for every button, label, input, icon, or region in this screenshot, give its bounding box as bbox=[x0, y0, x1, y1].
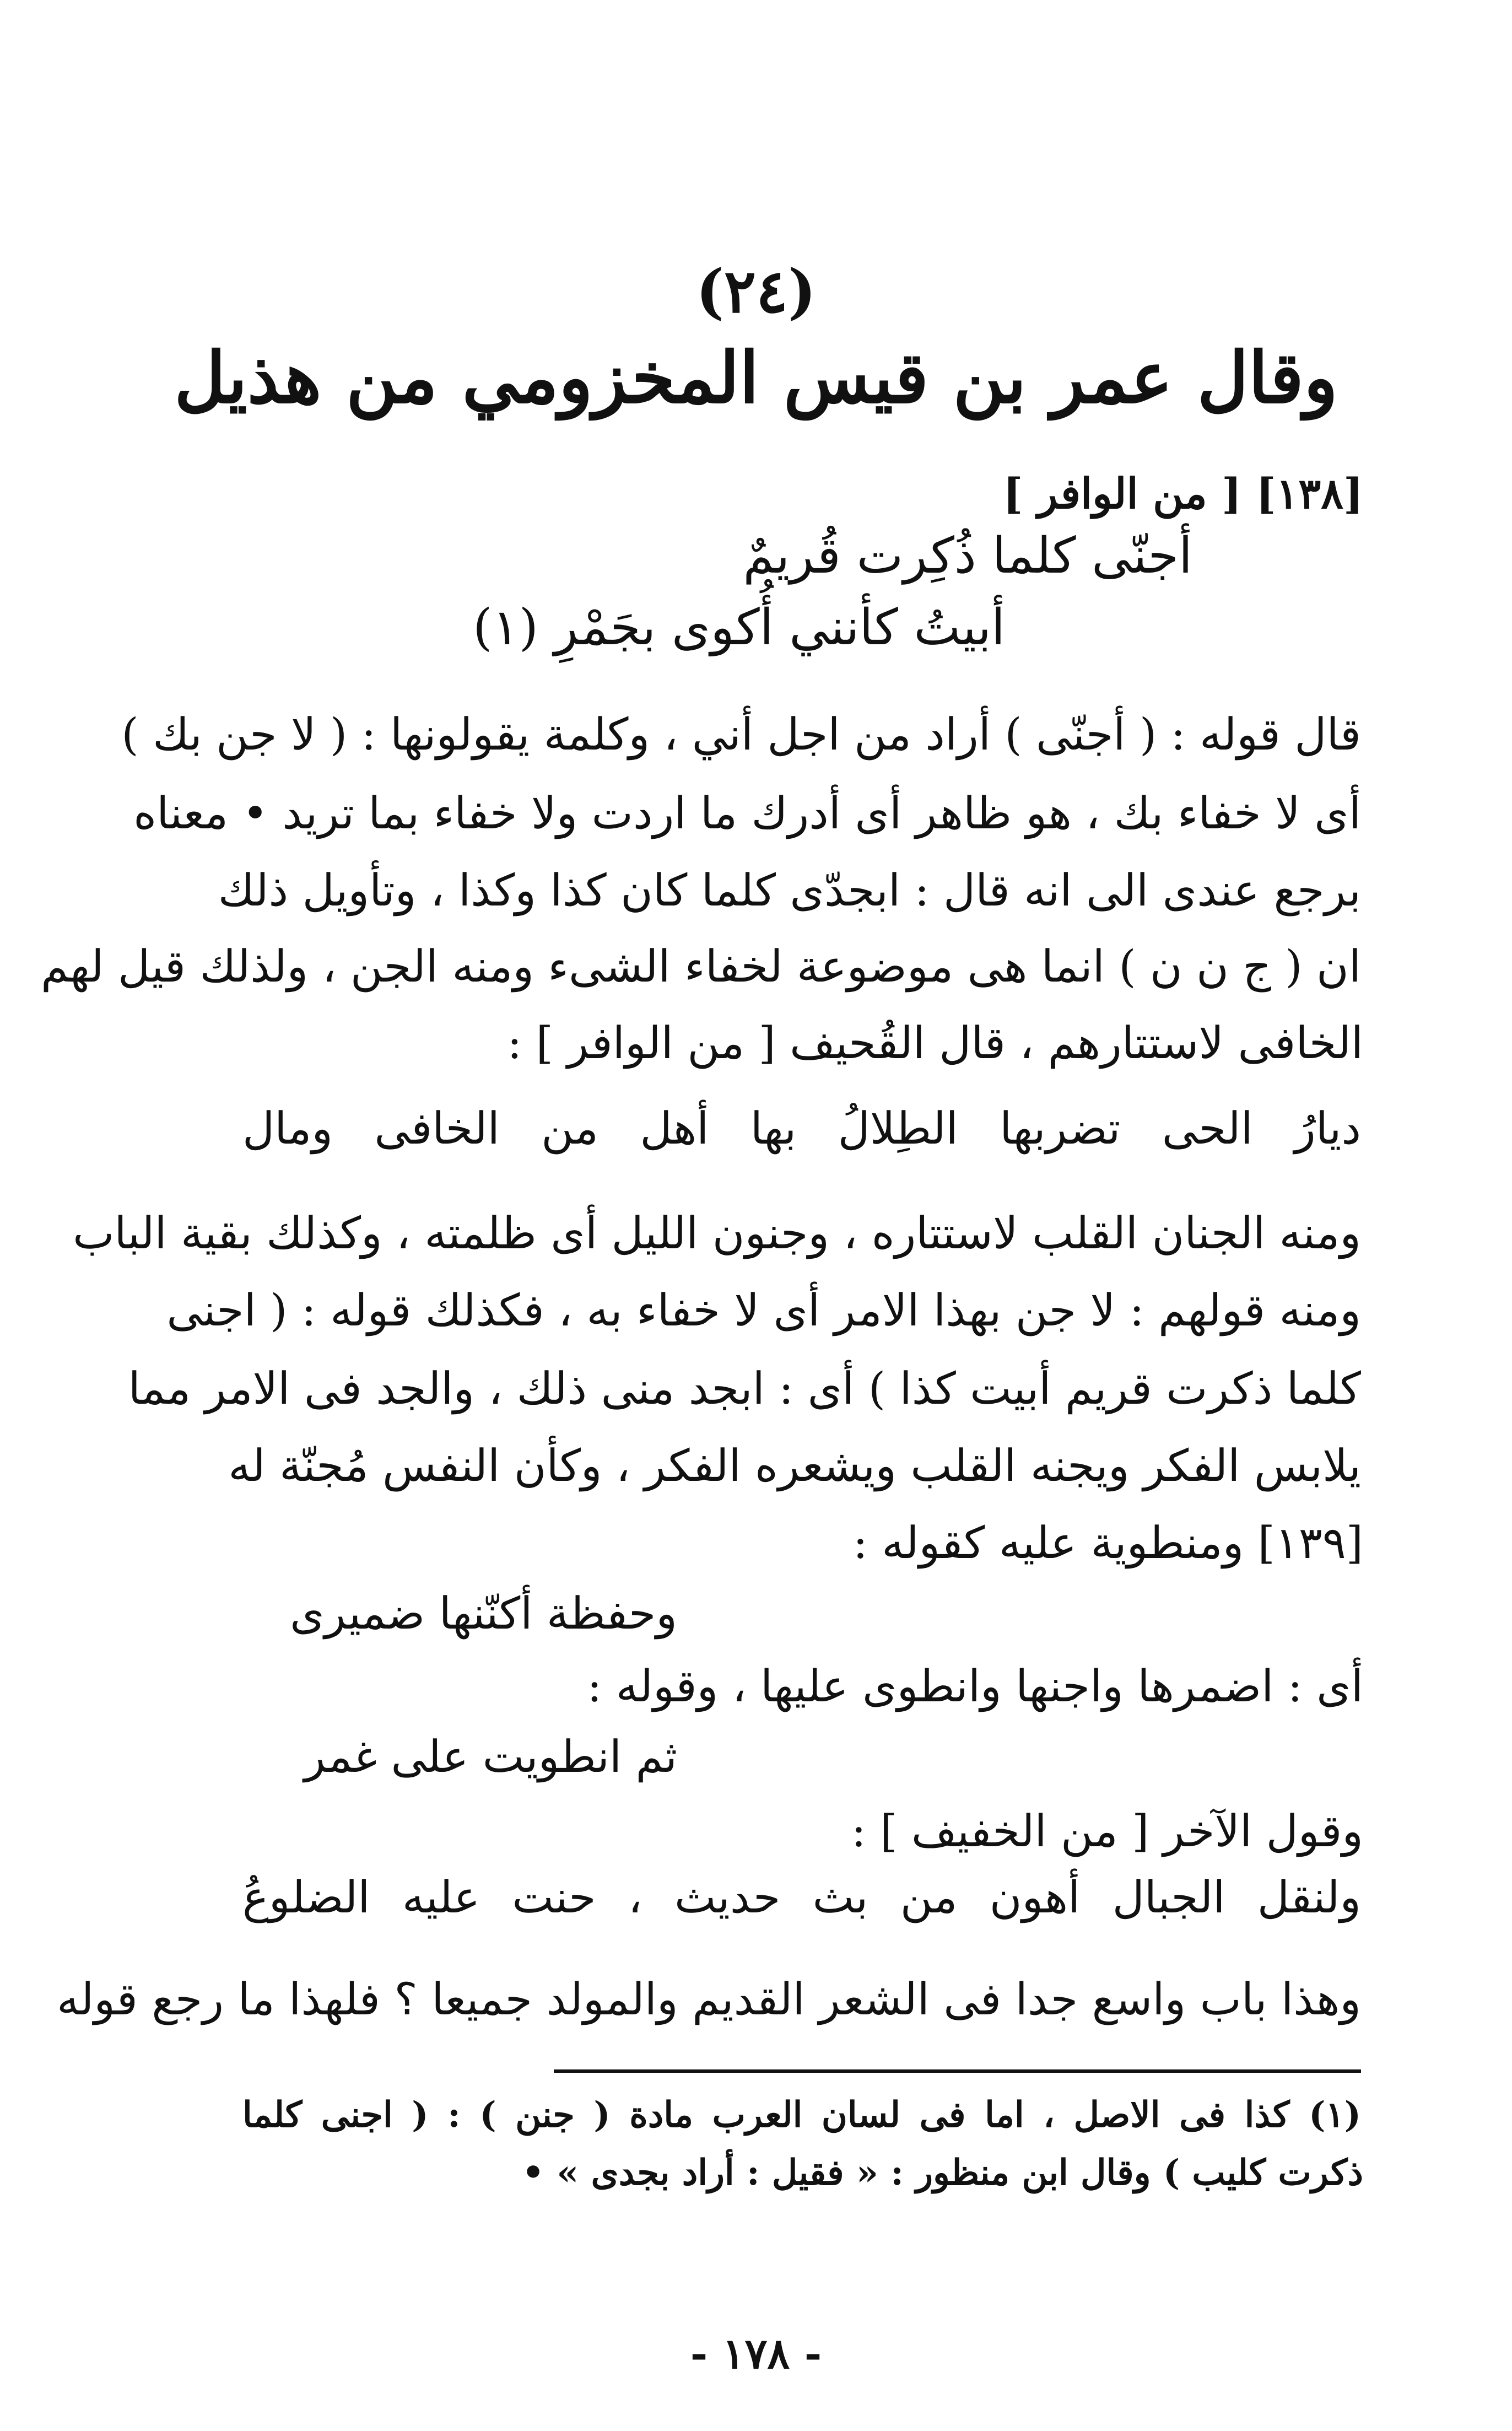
verse-line-5: ثم انطويت على غمر bbox=[304, 1731, 677, 1782]
body-line: وهذا باب واسع جدا فى الشعر القديم والمولد جميعا ؟ فلهذا ما رجع قوله bbox=[57, 1974, 1361, 2025]
page-number: - ١٧٨ - bbox=[690, 2329, 822, 2378]
body-line: قال قوله : ( أجنّى ) أراد من اجل أني ، وكلمة يقولونها : ( لا جن بك ) bbox=[121, 709, 1361, 760]
page-title: وقال عمر بن قيس المخزومي من هذيل bbox=[174, 337, 1338, 419]
body-line: ومنه قولهم : لا جن بهذا الامر أى لا خفاء به ، فكذلك قوله : ( اجنى bbox=[166, 1285, 1361, 1336]
verse-marker-138: [١٣٨] [ من الوافر ] bbox=[1003, 469, 1363, 518]
verse-line-4: وحفظة أكنّنها ضميرى bbox=[290, 1588, 677, 1639]
body-line: أى : اضمرها واجنها وانطوى عليها ، وقوله : bbox=[587, 1661, 1363, 1712]
body-line: أى لا خفاء بك ، هو ظاهر أى أدرك ما اردت ولا خفاء بما تريد • معناه bbox=[133, 788, 1361, 839]
body-line: يلابس الفكر ويجنه القلب ويشعره الفكر ، وكأن النفس مُجنّة له bbox=[228, 1440, 1361, 1491]
verse-line-3: ديارُ الحى تضربها الطِلالُ بها أهل من الخافى ومال bbox=[242, 1103, 1361, 1154]
verse-line-1: أجنّى كلما ذُكِرت قُريمٌ bbox=[743, 527, 1192, 585]
section-number: (٢٤) bbox=[695, 257, 817, 326]
body-line: برجع عندى الى انه قال : ابجدّى كلما كان كذا وكذا ، وتأويل ذلك bbox=[218, 865, 1361, 916]
footnote-line: ذكرت كليب ) وقال ابن منظور : « فقيل : أراد بجدى » • bbox=[522, 2152, 1363, 2193]
body-line: ان ( ج ن ن ) انما هى موضوعة لخفاء الشىء ومنه الجن ، ولذلك قيل لهم bbox=[41, 941, 1361, 992]
footnote-divider bbox=[554, 2069, 1361, 2073]
body-line: كلما ذكرت قريم أبيت كذا ) أى : ابجد منى ذلك ، والجد فى الامر مما bbox=[128, 1363, 1361, 1414]
body-line: الخافى لاستتارهم ، قال القُحيف [ من الوافر ] : bbox=[507, 1017, 1363, 1069]
footnote-line: (١) كذا فى الاصل ، اما فى لسان العرب مادة ( جنن ) : ( اجنى كلما bbox=[242, 2094, 1361, 2136]
verse-line-6: ولنقل الجبال أهون من بث حديث ، حنت عليه الضلوعُ bbox=[242, 1872, 1361, 1923]
verse-line-2: أبيتُ كأنني أُكوى بجَمْرِ (١) bbox=[473, 599, 1005, 656]
verse-marker-139: [١٣٩] ومنطوية عليه كقوله : bbox=[852, 1517, 1363, 1568]
body-line: وقول الآخر [ من الخفيف ] : bbox=[851, 1805, 1363, 1857]
body-line: ومنه الجنان القلب لاستتاره ، وجنون الليل أى ظلمته ، وكذلك بقية الباب bbox=[73, 1208, 1361, 1259]
